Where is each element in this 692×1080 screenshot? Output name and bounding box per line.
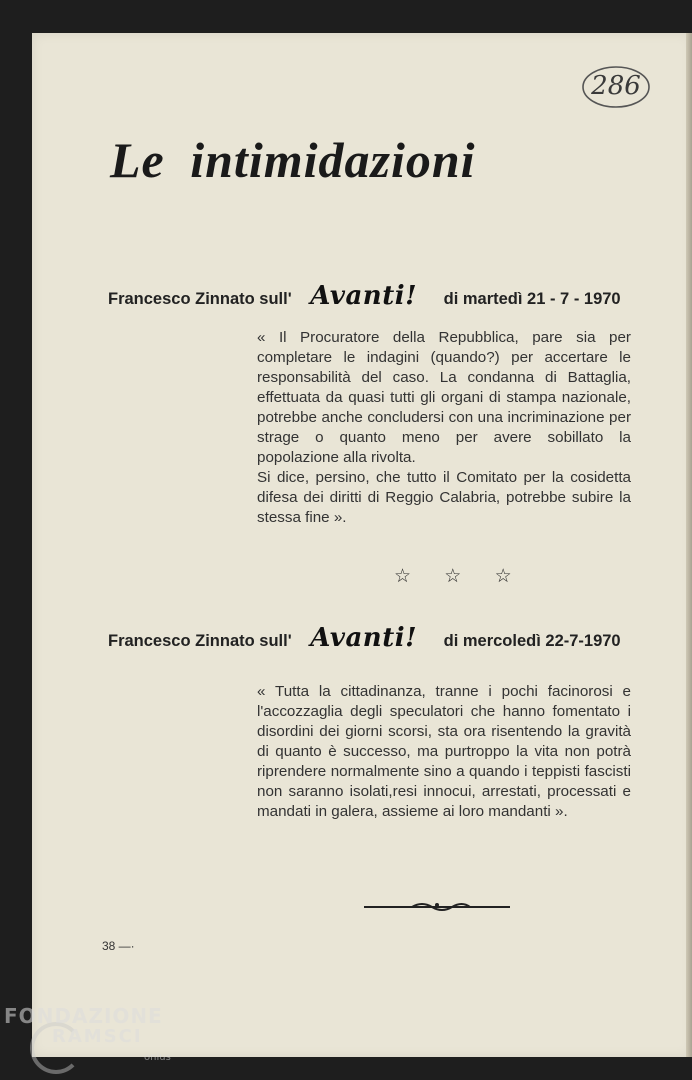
article-1-paragraph-1: « Il Procuratore della Repubblica, pare sia per completare le indagini (quando?) per accertare le responsabilità del caso. La condanna di Battaglia, effettuata da quasi tutti gli organi di stampa nazionale, potrebbe anche concludersi con una incriminazione per strage o quanto meno per avere sobillato la popolazione alla rivolta.: [257, 329, 631, 466]
article-2-quote: [257, 682, 631, 822]
watermark-line-2: RAMSCI: [52, 1026, 143, 1047]
stamp-number: 286: [591, 71, 641, 101]
article-2-newspaper-logo: Avanti!: [310, 623, 418, 653]
article-1-author: Francesco Zinnato sull': [108, 290, 292, 308]
separator-stars: ☆ ☆ ☆: [394, 566, 526, 587]
article-heading-1: [108, 281, 621, 311]
article-heading-2: [108, 623, 621, 653]
article-1-quote: [257, 328, 631, 528]
article-2-date: di mercoledì 22-7-1970: [443, 632, 621, 650]
article-2-paragraph-1: « Tutta la cittadinanza, tranne i pochi facinorosi e l'accozzaglia degli speculatori che hanno fomentato i disordini dei giorni scorsi, sta ora risentendo la gravità di quanto è successo, ma purtroppo la vita non potrà riprendere normalmente sino a quando i teppisti fascisti non saranno isolati,resi innocui, arrestati, processati e mandati in galera, assieme ai loro mandanti ».: [257, 683, 631, 820]
article-2-author: Francesco Zinnato sull': [108, 632, 292, 650]
ornament-divider-icon: [362, 899, 512, 913]
page-title: Le intimidazioni: [110, 132, 476, 188]
page-number-stamp: [580, 61, 652, 111]
page-edge: [686, 33, 692, 1057]
article-1-newspaper-logo: Avanti!: [310, 281, 418, 311]
watermark-line-1: FONDAZIONE: [4, 1004, 163, 1028]
watermark-logo: [4, 1004, 184, 1074]
watermark-line-3: onlus: [144, 1052, 171, 1063]
article-1-date: di martedì 21 - 7 - 1970: [443, 290, 621, 308]
document-page: [32, 33, 692, 1057]
article-1-paragraph-2: Si dice, persino, che tutto il Comitato per la cosidetta difesa dei diritti di Reggio Calabria, potrebbe subire la stessa fine ».: [257, 469, 631, 526]
page-number: 38 —·: [102, 939, 135, 953]
